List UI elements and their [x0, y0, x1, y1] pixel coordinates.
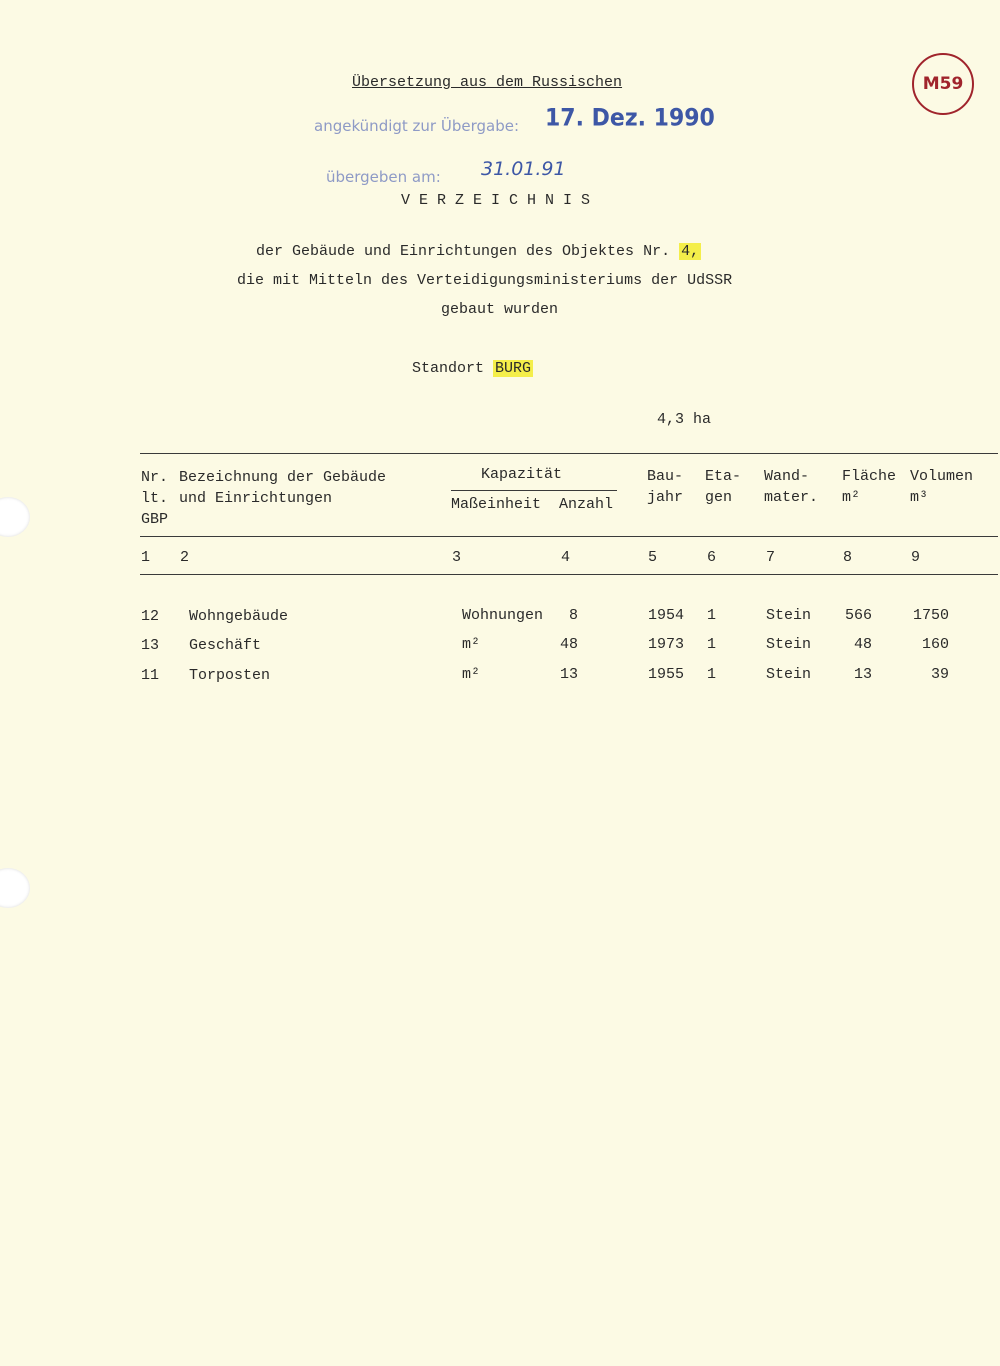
column-number: 7 — [766, 549, 776, 566]
column-number: 5 — [648, 549, 658, 566]
header-bezeichnung: Bezeichnung der Gebäude und Einrichtungen — [179, 469, 387, 507]
punch-hole-bottom — [0, 868, 30, 908]
cell-nr: 11 — [141, 667, 160, 684]
column-number: 6 — [707, 549, 717, 566]
cell-count: 13 — [559, 666, 578, 683]
cell-volume: 1750 — [912, 607, 949, 624]
object-number: 4, — [681, 243, 700, 260]
translation-note: Übersetzung aus dem Russischen — [352, 74, 623, 91]
cell-unit: m² — [462, 666, 481, 683]
handed-label: übergeben am: — [326, 168, 441, 186]
cell-unit: Wohnungen — [462, 607, 544, 624]
column-number: 8 — [843, 549, 853, 566]
header-anzahl: Anzahl — [559, 496, 614, 513]
cell-volume: 39 — [930, 666, 949, 683]
handed-date: 31.01.91 — [481, 158, 566, 180]
site-area: 4,3 ha — [657, 411, 712, 428]
title-line-3: gebaut wurden — [441, 301, 559, 318]
title-line-2: die mit Mitteln des Verteidigungsministeriums der UdSSR — [237, 272, 733, 289]
cell-material: Stein — [766, 607, 812, 624]
cell-area: 13 — [853, 666, 872, 683]
location-label: Standort — [412, 360, 485, 377]
cell-nr: 13 — [141, 637, 160, 654]
column-number: 9 — [911, 549, 921, 566]
cell-name: Wohngebäude — [189, 608, 289, 625]
cell-count: 48 — [559, 636, 578, 653]
cell-floors: 1 — [707, 666, 717, 683]
announced-label: angekündigt zur Übergabe: — [314, 117, 520, 135]
header-etagen: Eta- gen — [705, 468, 742, 506]
title-line-1-text: der Gebäude und Einrichtungen des Objektes Nr. — [256, 243, 671, 260]
header-bottom-rule — [140, 536, 998, 537]
header-wandmater: Wand- mater. — [764, 468, 819, 506]
kapazitaet-divider — [451, 490, 617, 491]
table-top-rule — [140, 453, 998, 454]
header-flaeche: Fläche m² — [842, 468, 897, 506]
cell-year: 1954 — [648, 607, 685, 624]
cell-name: Geschäft — [189, 637, 262, 654]
archive-stamp: M59 — [912, 53, 974, 115]
column-number: 4 — [561, 549, 571, 566]
column-number: 2 — [180, 549, 190, 566]
cell-name: Torposten — [189, 667, 271, 684]
column-number: 1 — [141, 549, 151, 566]
header-nr: Nr. lt. GBP — [141, 469, 169, 528]
header-masseinheit: Maßeinheit — [451, 496, 542, 513]
header-volumen: Volumen m³ — [910, 468, 974, 506]
column-number: 3 — [452, 549, 462, 566]
cell-year: 1955 — [648, 666, 685, 683]
cell-volume: 160 — [921, 636, 949, 653]
cell-floors: 1 — [707, 636, 717, 653]
location-line — [412, 360, 533, 377]
title-line-1 — [256, 243, 701, 260]
header-kapazitaet: Kapazität — [481, 466, 563, 483]
document-heading: V E R Z E I C H N I S — [401, 192, 591, 209]
cell-year: 1973 — [648, 636, 685, 653]
header-baujahr: Bau- jahr — [647, 468, 684, 506]
cell-area: 48 — [853, 636, 872, 653]
cell-material: Stein — [766, 636, 812, 653]
cell-material: Stein — [766, 666, 812, 683]
cell-unit: m² — [462, 636, 481, 653]
cell-area: 566 — [844, 607, 872, 624]
punch-hole-top — [0, 497, 30, 537]
cell-count: 8 — [568, 607, 578, 624]
location-value: BURG — [495, 360, 532, 377]
announced-date: 17. Dez. 1990 — [545, 104, 715, 133]
numbers-bottom-rule — [140, 574, 998, 575]
cell-nr: 12 — [141, 608, 160, 625]
cell-floors: 1 — [707, 607, 717, 624]
